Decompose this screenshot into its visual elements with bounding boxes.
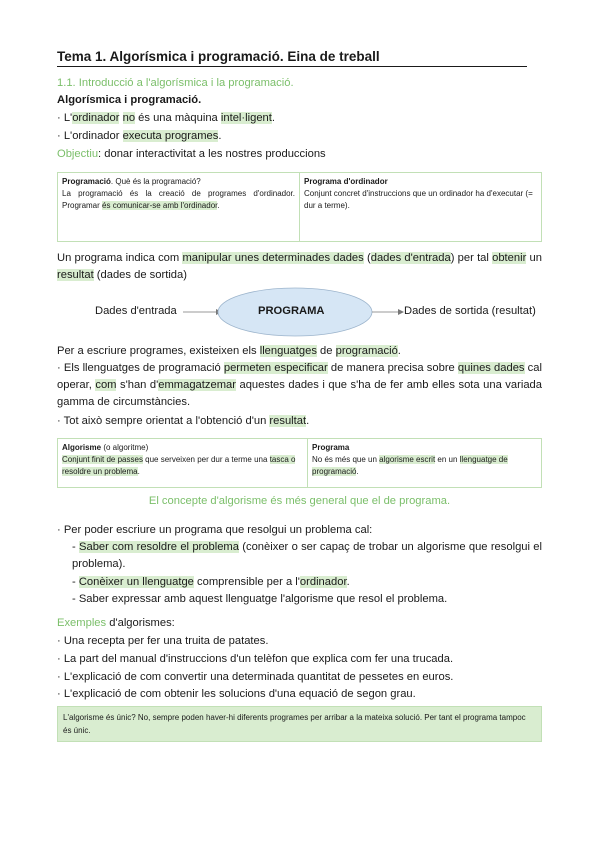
example-item: · L'explicació de com obtenir les solucions d'una equació de segon grau. [57,688,416,700]
concept-statement: El concepte d'algorisme és més general que el de programa. [148,495,451,507]
example-item: · L'explicació de com convertir una determinada quantitat de pessetes en euros. [57,671,454,683]
paragraph-programa: Un programa indica com manipular unes determinades dades (dades d'entrada) per tal obtenir un resultat (dades de sortida) [57,252,542,281]
subheading: Algorísmica i programació. [57,94,202,106]
paragraph-especificar: · Els llenguatges de programació permeten especificar de manera precisa sobre quines dades cal operar, com s'han d'emmagatzemar aquestes dades i que s'ha de fer amb elles sota una variada gamma de circumstàncies. [57,362,542,408]
example-item: · Una recepta per fer una truita de patates. [57,635,269,647]
flow-input-label: Dades d'entrada [95,305,177,317]
page-title: Tema 1. Algorísmica i programació. Eina de treball [57,49,527,67]
bullet-ordinador: · L'ordinador no és una màquina intel·ligent. [57,112,275,124]
objective: Objectiu: donar interactivitat a les nostres produccions [57,148,326,160]
list-item-saber-resoldre: - Saber com resoldre el problema (conèixer o ser capaç de trobar un algorisme que resolgui el problema). [72,541,543,570]
paragraph-llenguatges: Per a escriure programes, existeixen els llenguatges de programació. [57,345,401,357]
definition-box-programacio [57,172,542,242]
section-heading: 1.1. Introducció a l'algorísmica i la programació. [57,77,294,89]
paragraph-cal: · Per poder escriure un programa que resolgui un problema cal: [57,524,373,536]
examples-heading: Exemples d'algorismes: [57,617,175,629]
definition-algorisme: Algorisme (o algoritme) Conjunt finit de passes que serveixen per dur a terme una tasca o resoldre un problema. [62,443,296,476]
note-box: L'algorisme és únic? No, sempre poden haver-hi diferents programes per arribar a la mateixa solució. Per tant el programa tampoc és únic. [57,706,542,742]
list-item-llenguatge: - Conèixer un llenguatge comprensible per a l'ordinador. [72,576,350,588]
list-item-expressar: - Saber expressar amb aquest llenguatge l'algorisme que resol el problema. [72,593,448,605]
flow-program-label: PROGRAMA [258,305,325,317]
definition-programacio: Programació. Què és la programació? La programació és la creació de programes d'ordinador. Programar és comunicar-se amb l'ordinador. [62,177,295,210]
bullet-executa: · L'ordinador executa programes. [57,130,222,142]
definition-programa-ordinador: Programa d'ordinador Conjunt concret d'instruccions que un ordinador ha d'executar (= dur a terme). [299,173,541,241]
example-item: · La part del manual d'instruccions d'un telèfon que explica com fer una trucada. [57,653,454,665]
definition-box-algorisme [57,438,542,488]
paragraph-resultat: · Tot això sempre orientat a l'obtenció d'un resultat. [57,415,310,427]
definition-programa: Programa No és més que un algorisme escrit en un llenguatge de programació. [307,439,541,487]
flow-output-label: Dades de sortida (resultat) [404,305,536,317]
